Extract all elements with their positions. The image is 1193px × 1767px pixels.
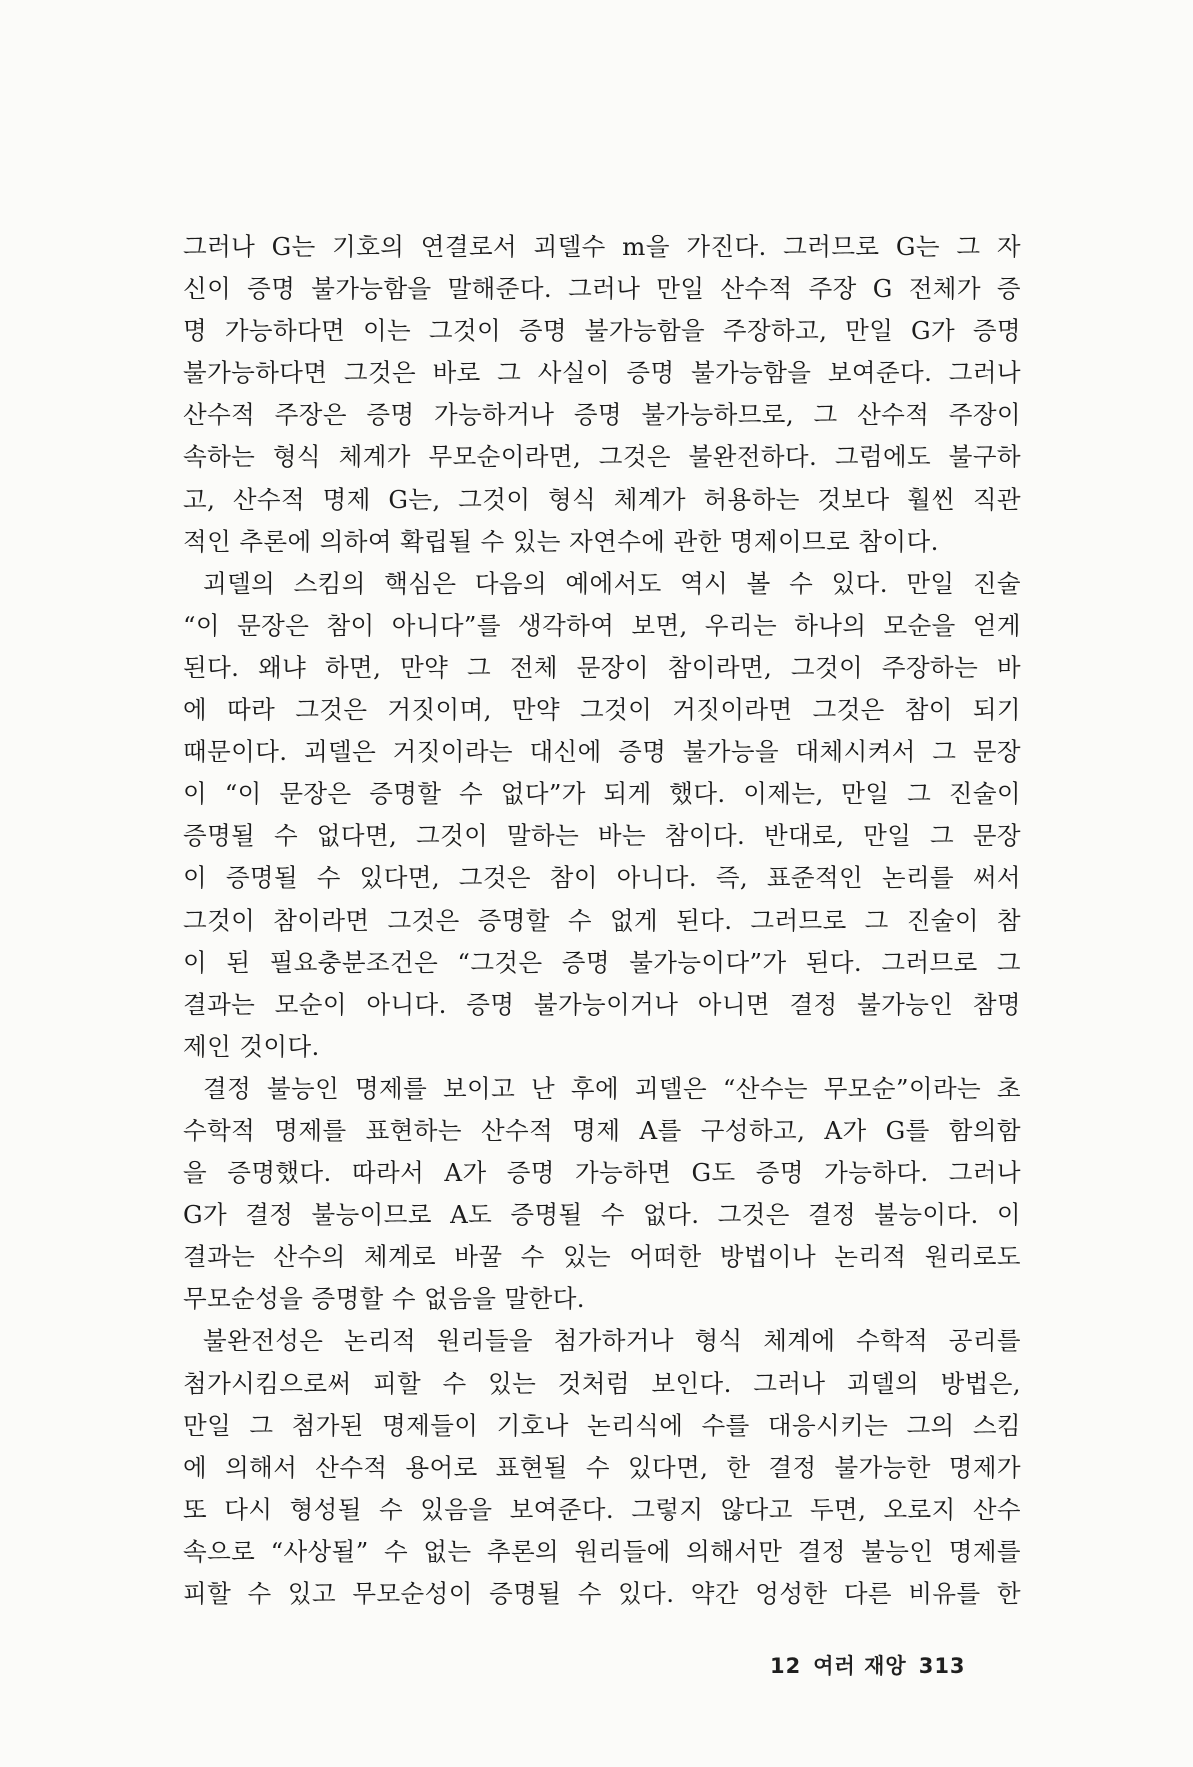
text-line: 그것이 참이라면 그것은 증명할 수 없게 된다. 그러므로 그 진술이 참 bbox=[183, 905, 1021, 935]
text-line: 또 다시 형성될 수 있음을 보여준다. 그렇지 않다고 두면, 오로지 산수 bbox=[183, 1494, 1021, 1524]
text-line: 피할 수 있고 무모순성이 증명될 수 있다. 약간 엉성한 다른 비유를 한 bbox=[183, 1579, 1021, 1608]
chapter-number: 12 bbox=[770, 1654, 802, 1678]
page-footer bbox=[770, 1650, 966, 1680]
text-line: 고, 산수적 명제 G는, 그것이 형식 체계가 허용하는 것보다 훨씬 직관 bbox=[183, 484, 1021, 514]
text-line: 적인 추론에 의하여 확립될 수 있는 자연수에 관한 명제이므로 참이다. bbox=[183, 526, 939, 556]
text-line: 속으로 “사상될” 수 없는 추론의 원리들에 의해서만 결정 불능인 명제를 bbox=[183, 1536, 1021, 1566]
text-line: 무모순성을 증명할 수 없음을 말한다. bbox=[183, 1284, 585, 1314]
paragraph-start-line: 불완전성은 논리적 원리들을 첨가하거나 형식 체계에 수학적 공리를 bbox=[203, 1326, 1021, 1356]
text-line: 을 증명했다. 따라서 A가 증명 가능하면 G도 증명 가능하다. 그러나 bbox=[183, 1158, 1021, 1188]
text-line: 에 의해서 산수적 용어로 표현될 수 있다면, 한 결정 불가능한 명제가 bbox=[183, 1452, 1021, 1482]
text-line: 첨가시킴으로써 피할 수 있는 것처럼 보인다. 그러나 괴델의 방법은, bbox=[183, 1368, 1021, 1398]
text-line: 이 된 필요충분조건은 “그것은 증명 불가능이다”가 된다. 그러므로 그 bbox=[183, 947, 1021, 977]
text-line: 이 증명될 수 있다면, 그것은 참이 아니다. 즉, 표준적인 논리를 써서 bbox=[183, 863, 1021, 893]
text-line: 만일 그 첨가된 명제들이 기호나 논리식에 수를 대응시키는 그의 스킴 bbox=[183, 1410, 1021, 1440]
text-line: 속하는 형식 체계가 무모순이라면, 그것은 불완전하다. 그럼에도 불구하 bbox=[183, 442, 1021, 472]
text-line: 증명될 수 없다면, 그것이 말하는 바는 참이다. 반대로, 만일 그 문장 bbox=[183, 821, 1021, 851]
text-line: 이 “이 문장은 증명할 수 없다”가 되게 했다. 이제는, 만일 그 진술이 bbox=[183, 779, 1021, 809]
page-number: 313 bbox=[918, 1654, 966, 1678]
text-line: 결과는 모순이 아니다. 증명 불가능이거나 아니면 결정 불가능인 참명 bbox=[183, 989, 1021, 1019]
text-line: 된다. 왜냐 하면, 만약 그 전체 문장이 참이라면, 그것이 주장하는 바 bbox=[183, 652, 1021, 682]
paragraph-start-line: 결정 불능인 명제를 보이고 난 후에 괴델은 “산수는 무모순”이라는 초 bbox=[203, 1073, 1021, 1103]
chapter-title: 여러 재앙 bbox=[813, 1654, 907, 1678]
text-line: G가 결정 불능이므로 A도 증명될 수 없다. 그것은 결정 불능이다. 이 bbox=[183, 1200, 1021, 1230]
body-text bbox=[183, 226, 1021, 1615]
text-line: 산수적 주장은 증명 가능하거나 증명 불가능하므로, 그 산수적 주장이 bbox=[183, 400, 1021, 430]
text-line: 수학적 명제를 표현하는 산수적 명제 A를 구성하고, A가 G를 함의함 bbox=[183, 1115, 1021, 1145]
text-line: “이 문장은 참이 아니다”를 생각하여 보면, 우리는 하나의 모순을 얻게 bbox=[183, 610, 1021, 640]
paragraph-start-line: 괴델의 스킴의 핵심은 다음의 예에서도 역시 볼 수 있다. 만일 진술 bbox=[203, 568, 1021, 598]
text-line: 결과는 산수의 체계로 바꿀 수 있는 어떠한 방법이나 논리적 원리로도 bbox=[183, 1242, 1021, 1272]
text-line: 때문이다. 괴델은 거짓이라는 대신에 증명 불가능을 대체시켜서 그 문장 bbox=[183, 737, 1021, 767]
text-line: 신이 증명 불가능함을 말해준다. 그러나 만일 산수적 주장 G 전체가 증 bbox=[183, 274, 1021, 304]
text-line: 명 가능하다면 이는 그것이 증명 불가능함을 주장하고, 만일 G가 증명 bbox=[183, 316, 1021, 346]
text-line: 그러나 G는 기호의 연결로서 괴델수 m을 가진다. 그러므로 G는 그 자 bbox=[183, 232, 1021, 261]
text-line: 불가능하다면 그것은 바로 그 사실이 증명 불가능함을 보여준다. 그러나 bbox=[183, 358, 1021, 388]
text-line: 에 따라 그것은 거짓이며, 만약 그것이 거짓이라면 그것은 참이 되기 bbox=[183, 695, 1021, 725]
text-line: 제인 것이다. bbox=[183, 1031, 320, 1061]
